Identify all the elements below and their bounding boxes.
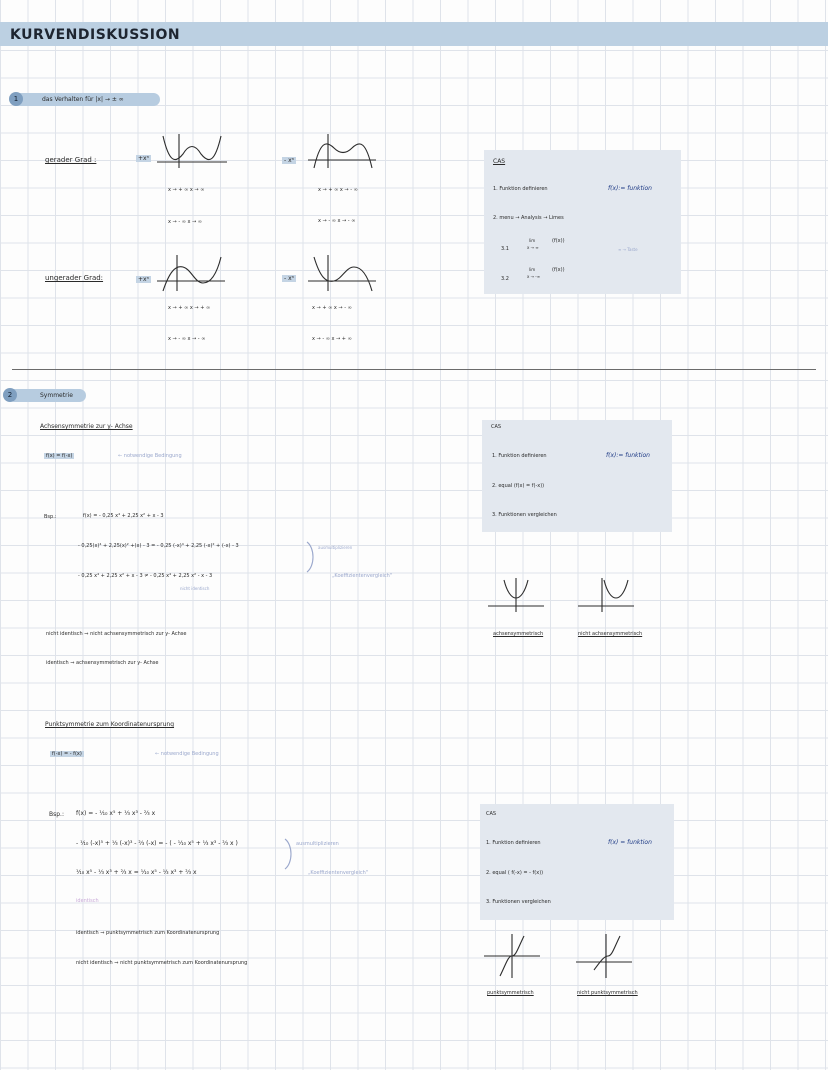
- cas-2-title: CAS: [491, 424, 502, 430]
- not-point-symmetric-graph: [576, 934, 636, 978]
- cas-box-limits: [484, 150, 681, 294]
- cas-1-fx-1: (f(x)): [552, 238, 565, 244]
- even-pos-limit-2: x → - ∞ x → ∞: [168, 219, 202, 225]
- axis-condition: f(x) = f(-x): [46, 453, 73, 459]
- axis-symmetric-graph: [488, 578, 548, 613]
- point-example-line-3: ⅒ x⁵ - ⅓ x³ + ⅔ x = ⅒ x⁵ - ⅓ x³ + ⅔ x: [76, 869, 197, 876]
- cas-1-lim-2: lim: [529, 267, 536, 272]
- cas-1-lim-1: lim: [529, 238, 536, 243]
- point-brace: [283, 837, 297, 871]
- point-symmetric-label: punktsymmetrisch: [487, 990, 534, 996]
- section-1-heading: das Verhalten für |x| → ± ∞: [42, 96, 124, 103]
- point-note-koeffizienten: „Koeffizientenvergleich": [308, 870, 369, 876]
- cas-3-step-3: 3. Funktionen vergleichen: [486, 899, 551, 905]
- axis-note-nicht-identisch: nicht identisch: [180, 586, 210, 591]
- axis-note-koeffizienten: „Koeffizientenvergleich": [332, 573, 393, 579]
- axis-example-line-3: - 0,25 x⁴ + 2,25 x² + x - 3 ≠ - 0,25 x⁴ + 2,25 x² - x - 3: [78, 573, 213, 579]
- section-divider: [12, 369, 816, 370]
- page-title: KURVENDISKUSSION: [10, 27, 181, 43]
- odd-pos-coef: +xⁿ: [138, 276, 149, 283]
- point-example-line-2: - ⅒ (-x)⁵ + ⅓ (-x)³ - ⅔ (-x) = - ( - ⅒ x⁵ + ⅓ x³ - ⅔ x ): [76, 840, 238, 847]
- axis-example-line-1: f(x) = - 0,25 x⁴ + 2,25 x² + x - 3: [83, 513, 164, 519]
- axis-result-not-identical: nicht identisch ⇒ nicht achsensymmetrisch zur y- Achse: [46, 631, 187, 637]
- point-symmetric-graph: [484, 934, 544, 978]
- odd-neg-coef: - xⁿ: [284, 275, 295, 282]
- section-2-heading: Symmetrie: [40, 392, 73, 399]
- cas-1-step-1-value: f(x):= funktion: [608, 185, 652, 192]
- not-axis-symmetric-graph: [578, 578, 638, 613]
- odd-neg-limit-2: x → - ∞ x → + ∞: [312, 336, 352, 342]
- axis-symmetric-label: achsensymmetrisch: [493, 631, 544, 637]
- cas-2-step-1: 1. Funktion definieren: [492, 453, 547, 459]
- axis-symmetry-title: Achsensymmetrie zur y- Achse: [40, 423, 133, 430]
- axis-example-line-2: - 0,25(x)⁴ + 2,25(x)² +(x) - 3 = - 0,25 (-x)⁴ + 2,25 (-x)² + (-x) - 3: [78, 543, 239, 549]
- not-point-symmetric-label: nicht punktsymmetrisch: [577, 990, 638, 996]
- cas-1-step-1: 1. Funktion definieren: [493, 186, 548, 192]
- point-condition: f(-x) = - f(x): [52, 751, 82, 757]
- point-condition-note: ← notwendige Bedingung: [155, 751, 219, 757]
- point-note-ausmultiplizieren: ausmultiplizieren: [296, 841, 339, 847]
- point-symmetry-title: Punktsymmetrie zum Koordinatenursprung: [45, 721, 175, 728]
- point-note-identisch: identisch: [76, 898, 99, 904]
- odd-positive-graph: [157, 253, 232, 295]
- cas-1-step-2: 2. menu → Analysis → Limes: [493, 215, 564, 221]
- axis-note-ausmultiplizieren: ausmultiplizieren: [318, 545, 353, 550]
- point-example-label: Bsp.:: [49, 811, 64, 818]
- section-2-number: 2: [3, 388, 17, 402]
- even-positive-graph: [157, 132, 232, 172]
- even-pos-limit-1: x → + ∞ x → ∞: [168, 187, 205, 193]
- even-neg-limit-2: x → - ∞ x → - ∞: [318, 218, 356, 224]
- cas-3-step-1-value: f(x) = funktion: [608, 839, 652, 846]
- odd-negative-graph: [308, 253, 383, 295]
- cas-2-step-1-value: f(x):= funktion: [606, 452, 650, 459]
- point-example-line-1: f(x) = - ⅒ x⁵ + ⅓ x³ - ⅔ x: [76, 810, 156, 817]
- cas-1-step-3-1: 3.1: [501, 246, 509, 252]
- cas-3-step-2: 2. equal ( f(-x) = - f(x)): [486, 870, 544, 876]
- section-1-number: 1: [9, 92, 23, 106]
- odd-pos-limit-1: x → + ∞ x → + ∞: [168, 305, 211, 311]
- even-pos-coef: +xⁿ: [138, 155, 149, 162]
- cas-2-step-2: 2. equal (f(x) = f(-x)): [492, 483, 545, 489]
- cas-3-step-1: 1. Funktion definieren: [486, 840, 541, 846]
- odd-neg-limit-1: x → + ∞ x → - ∞: [312, 305, 352, 311]
- even-negative-graph: [308, 132, 383, 172]
- cas-3-title: CAS: [486, 811, 497, 817]
- even-neg-limit-1: x → + ∞ x → - ∞: [318, 187, 358, 193]
- point-result-not-identical: nicht identisch ⇒ nicht punktsymmetrisch zum Koordinatenursprung: [76, 960, 248, 966]
- cas-1-fx-2: (f(x)): [552, 267, 565, 273]
- even-degree-label: gerader Grad :: [45, 156, 97, 164]
- cas-1-note: ∞ → Taste: [618, 247, 638, 252]
- cas-1-step-3-2: 3.2: [501, 276, 509, 282]
- axis-result-identical: identisch ⇒ achsensymmetrisch zur y- Achse: [46, 660, 159, 666]
- axis-condition-note: ← notwendige Bedingung: [118, 453, 182, 459]
- not-axis-symmetric-label: nicht achsensymmetrisch: [578, 631, 643, 637]
- odd-degree-label: ungerader Grad:: [45, 274, 104, 282]
- cas-1-title: CAS: [493, 158, 506, 165]
- axis-brace: [305, 540, 319, 574]
- odd-pos-limit-2: x → - ∞ x → - ∞: [168, 336, 206, 342]
- cas-1-lim-sub-2: x → -∞: [527, 274, 541, 279]
- point-result-identical: identisch ⇒ punktsymmetrisch zum Koordinatenursprung: [76, 930, 220, 936]
- cas-2-step-3: 3. Funktionen vergleichen: [492, 512, 557, 518]
- cas-1-lim-sub-1: x → ∞: [527, 245, 539, 250]
- even-neg-coef: - xⁿ: [284, 157, 295, 164]
- axis-example-label: Bsp.:: [44, 514, 57, 520]
